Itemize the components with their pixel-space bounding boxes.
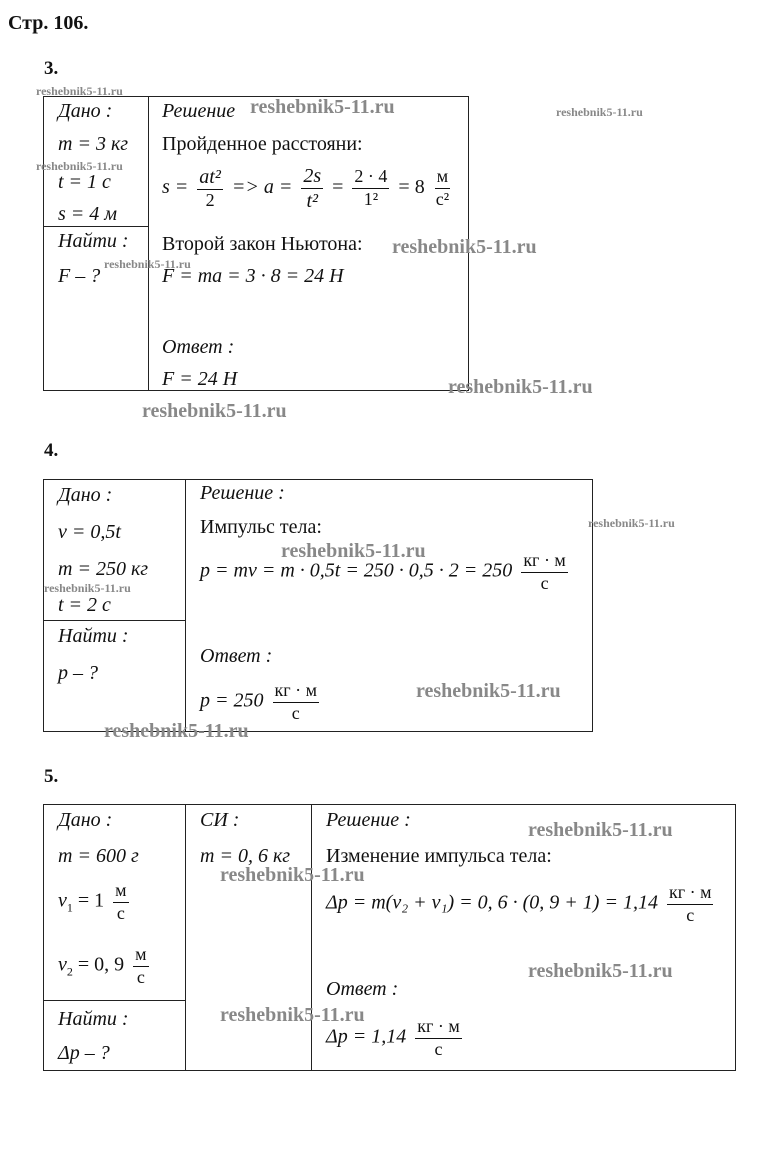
p5-given-v2: $v_2 = 0$, 9 $\frac{м}{с}$ bbox=[58, 944, 147, 987]
p4-find-label: Найти : bbox=[58, 625, 129, 647]
p4-answer-label: Ответ : bbox=[200, 645, 273, 667]
p4-equation-1: p = mv = m · 0,5t = 250 · 0,5 · 2 = 250 $\frac{кг \cdot м}{с}$ bbox=[200, 550, 566, 593]
p4-given-label: Дано : bbox=[58, 484, 113, 506]
p5-solution-label: Решение : bbox=[326, 809, 411, 831]
problem-3-number: 3. bbox=[44, 58, 59, 79]
p3-find-value: F – ? bbox=[58, 265, 101, 287]
watermark: reshebnik5-11.ru bbox=[44, 581, 131, 595]
watermark: reshebnik5-11.ru bbox=[556, 105, 643, 119]
watermark: reshebnik5-11.ru bbox=[220, 1004, 365, 1026]
p3-solution-line2: Второй закон Ньютона: bbox=[162, 233, 363, 255]
watermark: reshebnik5-11.ru bbox=[220, 864, 365, 886]
watermark: reshebnik5-11.ru bbox=[104, 720, 249, 742]
p5-equation-1: Δp = m(v₂ + v₁) = 0, 6 · (0, 9 + 1) = 1,14 $\frac{кг \cdot м}{с}$ bbox=[326, 882, 712, 925]
p5-find-value: Δp – ? bbox=[58, 1042, 110, 1064]
problem-4-given-divider bbox=[43, 620, 185, 621]
p3-answer-value: F = 24 Н bbox=[162, 368, 238, 390]
p4-solution-label: Решение : bbox=[200, 482, 285, 504]
watermark: reshebnik5-11.ru bbox=[416, 680, 561, 702]
problem-4-number: 4. bbox=[44, 440, 59, 461]
watermark: reshebnik5-11.ru bbox=[104, 257, 191, 271]
watermark: reshebnik5-11.ru bbox=[528, 819, 673, 841]
watermark: reshebnik5-11.ru bbox=[392, 236, 537, 258]
problem-5-divider-2 bbox=[311, 804, 312, 1071]
p5-given-v1: $v_1 = 1$ $\frac{м}{с}$ bbox=[58, 880, 127, 923]
p3-solution-label: Решение bbox=[162, 100, 236, 122]
p3-equation-1: s = $\frac{\text{at²}}{2}$ => a = $\frac{2s}{\text{t²}}$ = $\frac{2 \cdot 4}{\text{1²}}$ = 8 $\frac{м}{\text{с²}}$ bbox=[162, 165, 450, 212]
p4-given-mass: m = 250 кг bbox=[58, 558, 149, 580]
problem-3-given-divider bbox=[43, 226, 148, 227]
p4-given-velocity: v = 0,5t bbox=[58, 521, 121, 543]
watermark: reshebnik5-11.ru bbox=[448, 376, 593, 398]
p3-equation-2: F = ma = 3 · 8 = 24 Н bbox=[162, 265, 344, 287]
p5-solution-line1: Изменение импульса тела: bbox=[326, 845, 552, 867]
p4-given-time: t = 2 с bbox=[58, 594, 111, 616]
watermark: reshebnik5-11.ru bbox=[588, 516, 675, 530]
watermark: reshebnik5-11.ru bbox=[528, 960, 673, 982]
p5-find-label: Найти : bbox=[58, 1008, 129, 1030]
p4-answer-value: p = 250 $\frac{кг \cdot м}{с}$ bbox=[200, 680, 318, 723]
watermark: reshebnik5-11.ru bbox=[250, 96, 395, 118]
problem-5-given-divider bbox=[43, 1000, 185, 1001]
problem-4-divider bbox=[185, 479, 186, 732]
watermark: reshebnik5-11.ru bbox=[142, 400, 287, 422]
page-header: Стр. 106. bbox=[8, 12, 89, 34]
p5-given-label: Дано : bbox=[58, 809, 113, 831]
p3-given-distance: s = 4 м bbox=[58, 203, 118, 225]
p3-given-time: t = 1 с bbox=[58, 171, 111, 193]
p4-find-value: p – ? bbox=[58, 662, 98, 684]
watermark: reshebnik5-11.ru bbox=[36, 84, 123, 98]
p4-solution-line1: Импульс тела: bbox=[200, 516, 322, 538]
problem-5-divider-1 bbox=[185, 804, 186, 1071]
p5-si-label: СИ : bbox=[200, 809, 240, 831]
p5-answer-value: Δp = 1,14 $\frac{кг \cdot м}{с}$ bbox=[326, 1016, 460, 1059]
p3-answer-label: Ответ : bbox=[162, 336, 235, 358]
p5-given-mass: m = 600 г bbox=[58, 845, 139, 867]
p3-given-label: Дано : bbox=[58, 100, 113, 122]
p5-answer-label: Ответ : bbox=[326, 978, 399, 1000]
problem-3-divider bbox=[148, 96, 149, 391]
p3-given-mass: m = 3 кг bbox=[58, 133, 129, 155]
problem-5-number: 5. bbox=[44, 766, 59, 787]
p5-si-value: m = 0, 6 кг bbox=[200, 845, 291, 867]
p3-find-label: Найти : bbox=[58, 230, 129, 252]
watermark: reshebnik5-11.ru bbox=[281, 540, 426, 562]
watermark: reshebnik5-11.ru bbox=[36, 159, 123, 173]
p3-solution-line1: Пройденное расстояни: bbox=[162, 133, 363, 155]
